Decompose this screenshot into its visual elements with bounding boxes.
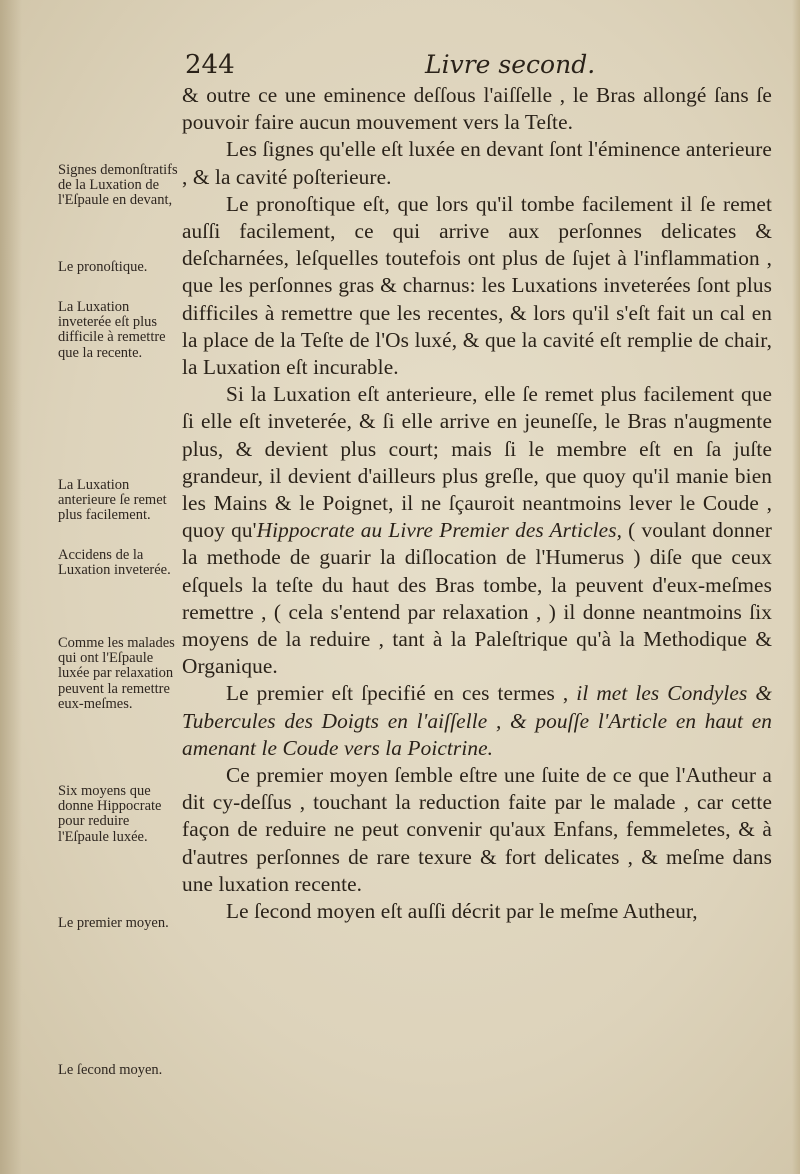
page-number: 244	[185, 50, 235, 80]
paragraph-3: Le pronoſtique eſt, que lors qu'il tombe facilement il ſe remet auſſi facilement, ce qui arrive aux perſonnes delicates & deſcharnées, leſquelles toutefois ont plus de ſujet à l'inflammation , que les perſonnes gras & charnus: les Luxations inveterées ſont plus difficiles à remettre que les recentes, & lors qu'il s'eſt fait un cal en la place de la Teſte de l'Os luxé, & que la cavité eſt remplie de chair, la Luxation eſt incurable.	[182, 191, 772, 380]
paragraph-7: Le ſecond moyen eſt auſſi décrit par le meſme Autheur,	[226, 899, 698, 924]
paragraph-4	[182, 381, 772, 680]
margin-note-accidens: Accidens de la Luxation inveterée.	[58, 547, 171, 579]
margin-note-six-moyens: Six moyens que donne Hippocrate pour reduire l'Eſpaule luxée.	[58, 783, 162, 845]
page-gutter-shadow	[0, 0, 22, 1174]
page-edge-shadow	[792, 0, 800, 1174]
paragraph-5-quote: il met les Condyles & Tubercules des Doigts en l'aiſſelle , & pouſſe l'Article en haut en amenant le Coude vers la Poictrine.	[182, 681, 773, 760]
margin-note-premier-moyen: Le premier moyen.	[58, 915, 169, 931]
paragraph-6: Ce premier moyen ſemble eſtre une ſuite de ce que l'Autheur a dit cy-deſſus , touchant la reduction faite par le malade , car cette façon de reduire ne peut convenir qu'aux Enfans, femmeletes, & à d'autres perſonnes de rare texure & fort delicates , & meſme dans une luxation recente.	[182, 763, 772, 896]
main-text	[182, 82, 772, 925]
margin-note-malades: Comme les malades qui ont l'Eſpaule luxée par relaxation peuvent la remettre eux-meſmes.	[58, 635, 175, 712]
margin-note-signes: Signes demonſtratifs de la Luxation de l'Eſpaule en devant,	[58, 162, 178, 209]
paragraph-2: Les ſignes qu'elle eſt luxée en devant ſont l'éminence anterieure , & la cavité poſterieure.	[182, 137, 772, 189]
paragraph-5	[182, 680, 772, 762]
margin-note-inveteree: La Luxation inveterée eſt plus difficile à remettre que la recente.	[58, 299, 166, 361]
margin-note-anterieure: La Luxation anterieure ſe remet plus facilement.	[58, 477, 167, 524]
citation-hippocrate: Hippocrate au Livre Premier des Articles,	[256, 518, 623, 543]
running-title: Livre second.	[425, 50, 596, 79]
margin-note-pronostique: Le pronoſtique.	[58, 259, 148, 275]
paragraph-4-text-b: ( voulant donner la methode de guarir la diſlocation de l'Humerus ) diſe que ceux eſquels la teſte du haut des Bras tombe, la peuvent d'eux-meſmes remettre , ( cela s'entend par relaxation , ) il donne neantmoins ſix moyens de la reduire , tant à la Paleſtrique qu'à la Methodique & Organique.	[182, 518, 772, 679]
page-header	[185, 50, 785, 86]
margin-note-second-moyen: Le ſecond moyen.	[58, 1062, 163, 1078]
paragraph-4-text-a: Si la Luxation eſt anterieure, elle ſe remet plus facilement que ſi elle eſt inveterée, & ſi elle arrive en jeuneſſe, le Bras n'augmente plus, & devient plus court; mais ſi le membre eſt en ſa juſte grandeur, il devient d'ailleurs plus greſle, que quoy qu'il manie bien les Mains & le Poignet, il ne ſçauroit neantmoins lever le Coude , quoy qu'	[182, 382, 772, 543]
paragraph-1: & outre ce une eminence deſſous l'aiſſelle , le Bras allongé ſans ſe pouvoir faire aucun mouvement vers la Teſte.	[182, 83, 772, 135]
paragraph-5-text: Le premier eſt ſpecifié en ces termes ,	[226, 681, 577, 706]
